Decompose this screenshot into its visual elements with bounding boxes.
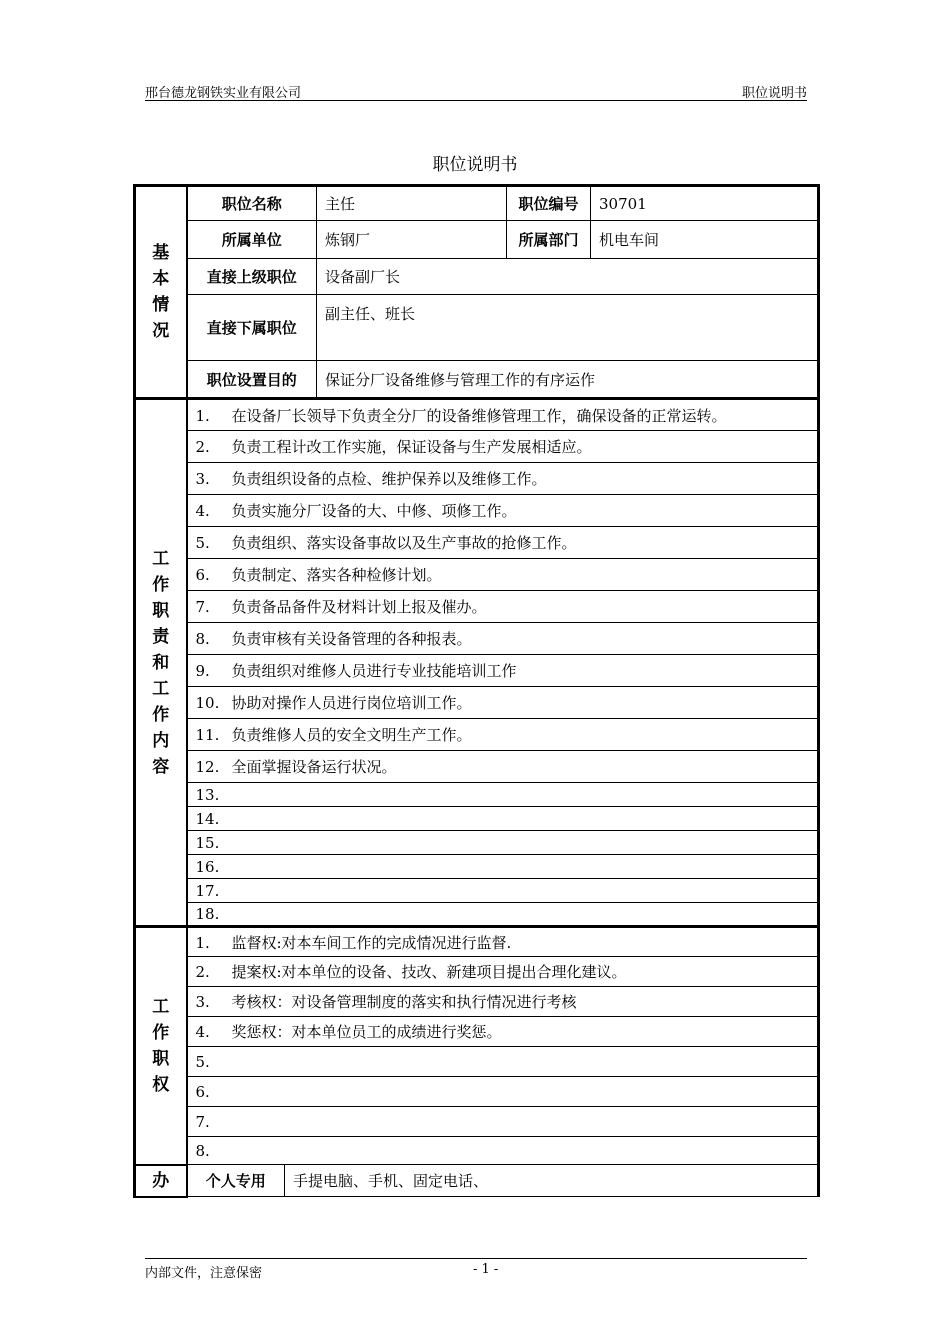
item-text: 负责制定、落实各种检修计划。: [231, 566, 442, 584]
item-number: 5.: [195, 1052, 210, 1071]
item-text: 负责组织、落实设备事故以及生产事故的抢修工作。: [231, 534, 577, 552]
subordinate-label: 直接下属职位: [187, 295, 317, 361]
item-number: 9.: [195, 662, 210, 680]
item-number: 3.: [195, 470, 210, 488]
list-item: [187, 987, 819, 1017]
item-number: 7.: [195, 1112, 210, 1131]
item-number: 8.: [195, 630, 210, 648]
list-item: [187, 1107, 819, 1137]
item-number: 6.: [195, 1082, 210, 1101]
item-number: 17.: [195, 881, 220, 900]
purpose-label: 职位设置目的: [187, 361, 317, 399]
list-item: [187, 463, 819, 495]
list-item: [187, 927, 819, 957]
item-number: 16.: [195, 857, 220, 876]
item-number: 5.: [195, 534, 210, 552]
superior-value: 设备副厂长: [317, 259, 819, 295]
list-item: [187, 1137, 819, 1165]
list-item: [187, 807, 819, 831]
item-text: 负责维修人员的安全文明生产工作。: [231, 726, 472, 744]
position-name-value: 主任: [317, 186, 507, 221]
subordinate-value: 副主任、班长: [317, 295, 819, 361]
list-item: [187, 527, 819, 559]
position-code-value: 30701: [591, 186, 819, 221]
item-number: 12.: [195, 758, 220, 776]
list-item: [187, 559, 819, 591]
item-number: 18.: [195, 905, 220, 923]
list-item: [187, 957, 819, 987]
item-number: 13.: [195, 785, 220, 804]
item-text: 负责审核有关设备管理的各种报表。: [231, 630, 472, 648]
list-item: [187, 687, 819, 719]
item-text: 在设备厂长领导下负责全分厂的设备维修管理工作，确保设备的正常运转。: [231, 406, 727, 425]
list-item: [187, 719, 819, 751]
item-number: 7.: [195, 598, 210, 616]
item-text: 提案权:对本单位的设备、技改、新建项目提出合理化建议。: [231, 963, 627, 981]
list-item: [187, 591, 819, 623]
list-item: [187, 855, 819, 879]
section-authority: 工作职权: [135, 927, 187, 1165]
section-basic: 基本情况: [135, 186, 187, 399]
document-title: 职位说明书: [432, 155, 518, 175]
list-item: [187, 751, 819, 783]
position-name-label: 职位名称: [187, 186, 317, 221]
item-text: 奖惩权：对本单位员工的成绩进行奖惩。: [231, 1023, 502, 1041]
purpose-value: 保证分厂设备维修与管理工作的有序运作: [317, 361, 819, 399]
item-number: 15.: [195, 833, 220, 852]
item-number: 10.: [195, 694, 220, 712]
page-header: [145, 80, 807, 101]
list-item: [187, 1017, 819, 1047]
dept-value: 机电车间: [591, 221, 819, 259]
superior-label: 直接上级职位: [187, 259, 317, 295]
list-item: [187, 903, 819, 927]
item-number: 2.: [195, 438, 210, 456]
list-item: [187, 879, 819, 903]
item-number: 8.: [195, 1141, 210, 1160]
list-item: [187, 1077, 819, 1107]
list-item: [187, 495, 819, 527]
item-number: 4.: [195, 502, 210, 520]
item-text: 监督权:对本车间工作的完成情况进行监督.: [231, 933, 512, 952]
unit-label: 所属单位: [187, 221, 317, 259]
item-text: 负责备品备件及材料计划上报及催办。: [231, 598, 487, 616]
list-item: [187, 431, 819, 463]
unit-value: 炼钢厂: [317, 221, 507, 259]
page-footer: [145, 1258, 807, 1281]
item-text: 负责工程计改工作实施，保证设备与生产发展相适应。: [231, 438, 592, 456]
item-number: 11.: [195, 726, 220, 744]
list-item: [187, 783, 819, 807]
item-number: 1.: [195, 406, 210, 425]
item-text: 协助对操作人员进行岗位培训工作。: [231, 694, 472, 712]
page-number: - 1 -: [473, 1262, 499, 1277]
confidential-note: 内部文件，注意保密: [145, 1266, 263, 1281]
item-number: 6.: [195, 566, 210, 584]
section-duties: 工作职责和工作内容: [135, 399, 187, 927]
job-description-form: [133, 184, 817, 1196]
list-item: [187, 831, 819, 855]
dept-label: 所属部门: [507, 221, 591, 259]
item-number: 4.: [195, 1023, 210, 1041]
item-text: 考核权：对设备管理制度的落实和执行情况进行考核: [231, 993, 577, 1011]
list-item: [187, 1047, 819, 1077]
list-item: [187, 623, 819, 655]
item-text: 全面掌握设备运行状况。: [231, 758, 397, 776]
item-number: 1.: [195, 933, 210, 952]
list-item: [187, 399, 819, 431]
personal-use-value: 手提电脑、手机、固定电话、: [285, 1165, 819, 1197]
header-doc-type: 职位说明书: [741, 86, 807, 101]
item-number: 2.: [195, 963, 210, 981]
company-name: 邢台德龙钢铁实业有限公司: [145, 86, 302, 101]
personal-use-label: 个人专用: [187, 1165, 285, 1197]
position-code-label: 职位编号: [507, 186, 591, 221]
item-text: 负责组织设备的点检、维护保养以及维修工作。: [231, 470, 547, 488]
item-text: 负责实施分厂设备的大、中修、项修工作。: [231, 502, 517, 520]
item-number: 3.: [195, 993, 210, 1011]
item-text: 负责组织对维修人员进行专业技能培训工作: [231, 662, 517, 680]
section-office: 办: [135, 1165, 187, 1197]
item-number: 14.: [195, 809, 220, 828]
list-item: [187, 655, 819, 687]
